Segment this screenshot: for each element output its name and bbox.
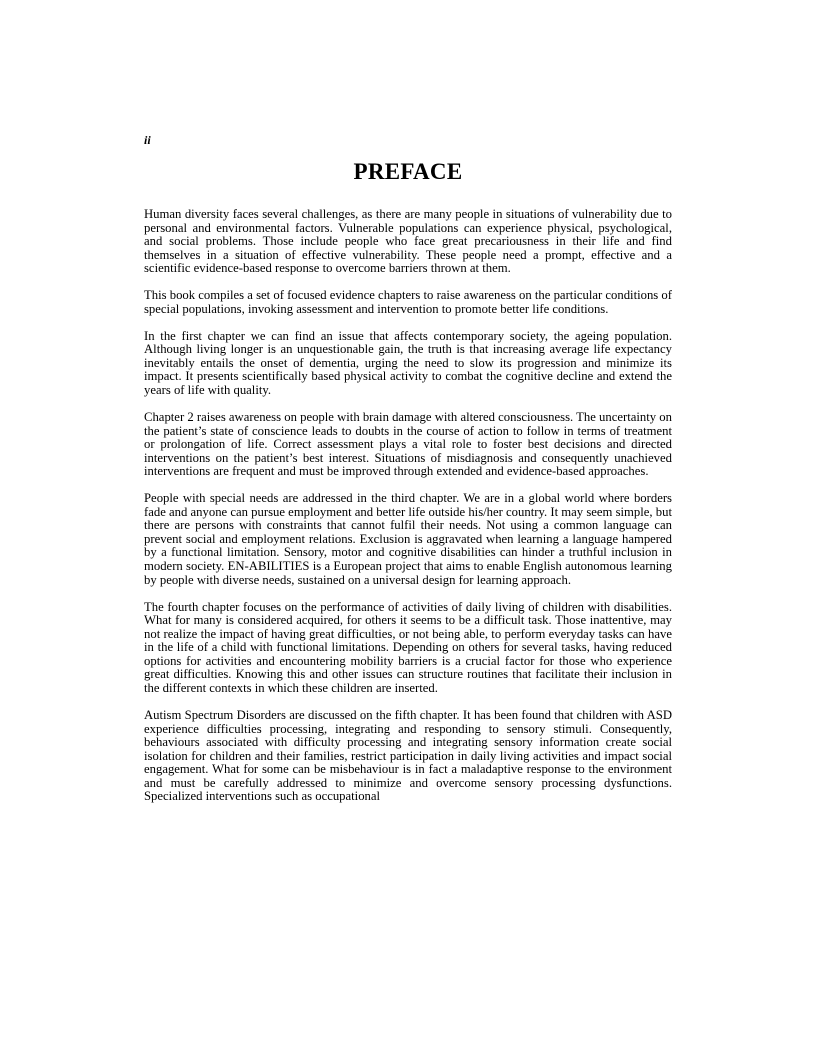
paragraph-chapter-5: Autism Spectrum Disorders are discussed on the fifth chapter. It has been found that children with ASD experience difficulties processing, integrating and responding to sensory stimuli. Consequently, behaviours associated with difficulty processing and integrating sensory information create social isolation for children and their families, restrict participation in daily living activities and impact social engagement. What for some can be misbehaviour is in fact a maladaptive response to the environment and must be carefully addressed to minimize and overcome sensory processing dysfunctions. Specialized interventions such as occupational <box>144 707 672 804</box>
paragraph-chapter-2: Chapter 2 raises awareness on people with brain damage with altered consciousness. The uncertainty on the patient’s state of conscience leads to doubts in the course of action to follow in terms of treatment or prolongation of life. Correct assessment plays a vital role to foster best decisions and directed interventions on the patient’s best interest. Situations of misdiagnosis and consequently unachieved interventions are frequent and must be improved through extended and evidence-based approaches. <box>144 410 672 479</box>
paragraph-intro: Human diversity faces several challenges, as there are many people in situations of vulnerability due to personal and environmental factors. Vulnerable populations can experience physical, psychological, and social problems. Those include people who face great precariousness in their life and find themselves in a situation of effective vulnerability. These people need a prompt, effective and a scientific evidence-based response to overcome barriers thrown at them. <box>144 207 672 276</box>
preface-body <box>144 208 672 817</box>
paragraph-chapter-4: The fourth chapter focuses on the performance of activities of daily living of children with disabilities. What for many is considered acquired, for others it seems to be a difficult task. Those inattentive, may not realize the impact of having great difficulties, or not being able, to perform everyday tasks can have in the life of a child with functional limitations. Depending on others for several tasks, having reduced options for activities and encountering mobility barriers is a crucial factor for those who experience great difficulties. Knowing this and other issues can structure routines that facilitate their inclusion in the different contexts in which these children are inserted. <box>144 599 672 695</box>
paragraph-chapter-1: In the first chapter we can find an issue that affects contemporary society, the ageing population. Although living longer is an unquestionable gain, the truth is that increasing average life expectancy inevitably entails the onset of dementia, urging the need to slow its progression and minimize its impact. It presents scientifically based physical activity to combat the cognitive decline and extend the years of life with quality. <box>144 328 672 398</box>
page-number: ii <box>144 133 151 147</box>
paragraph-chapter-3: People with special needs are addressed in the third chapter. We are in a global world where borders fade and anyone can pursue employment and better life outside his/her country. It may seem simple, but there are persons with constraints that cannot fulfil their needs. Not using a common language can prevent social and employment relations. Exclusion is aggravated when learning a language hampered by a functional limitation. Sensory, motor and cognitive disabilities can hinder a truthful inclusion in modern society. EN-ABILITIES is a European project that aims to enable English autonomous learning by people with diverse needs, sustained on a universal design for learning approach. <box>144 491 672 587</box>
page-title: PREFACE <box>353 159 463 184</box>
paragraph-book-overview: This book compiles a set of focused evidence chapters to raise awareness on the particular conditions of special populations, invoking assessment and intervention to promote better life conditions. <box>144 288 672 316</box>
